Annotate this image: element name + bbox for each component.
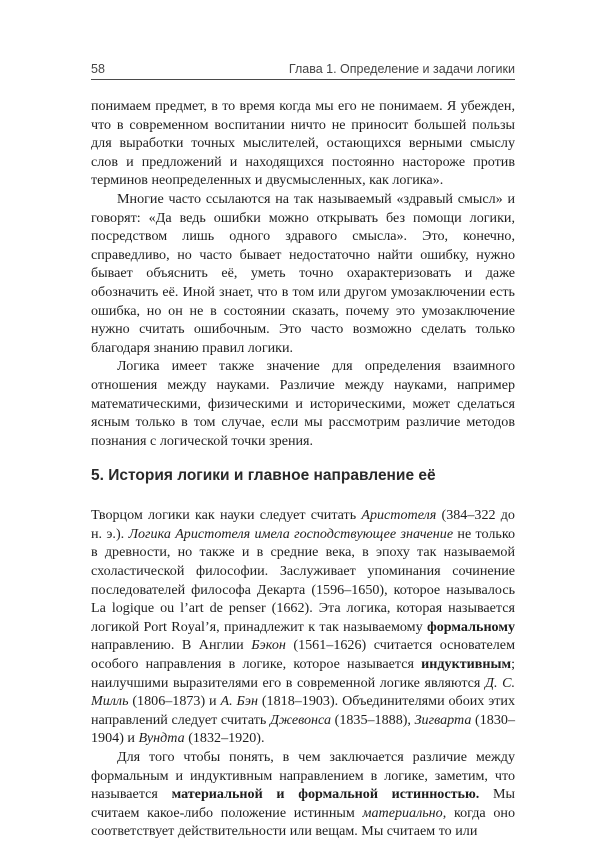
page-body <box>91 97 515 841</box>
chapter-title: Глава 1. Определение и задачи логики <box>288 62 515 76</box>
section-heading: 5. История логики и главное направление её <box>91 467 436 485</box>
bold-term: материальной и формальной истинностью. <box>171 786 480 803</box>
emphasis-name: Вундта <box>138 730 185 747</box>
paragraph-2: Многие часто ссылаются на так называемый «здравый смысл» и говорят: «Да ведь ошибки можно открывать без помощи логики, посредством лишь одного здравого смысла». Это, конечно, справедливо, но часто бывает недостаточно найти ошибку, нужно бывает объяснить её, уметь точно охарактеризовать и даже обозначить её. Иной знает, что в том или другом умозаключении есть ошибка, но он не в состоянии сказать, почему это умозаключение нужно считать ошибочным. Это часто возможно сделать только благодаря знанию правил логики. <box>91 190 515 356</box>
paragraph-4: Творцом логики как науки следует считать Аристотеля (384–322 до н. э.). Логика Аристотеля имела господствующее значение не только в древности, но также и в средние века, в эпоху так называемой схоластической философии. Заслуживает упоминания сочинение последователей философа Декарта (1596–1650), которое называлось La logique ou l’art de penser (1662). Эта логика, которая называется логикой Port Royal’я, принадлежит к так называемому формальному направлению. В Англии Бэкон (1561–1626) считается основателем особого направления в логике, которое называется индуктивным; наилучшими выразителями его в современной логике являются Д. С. Милль (1806–1873) и А. Бэн (1818–1903). Объединителями обоих этих направлений следует считать Джевонса (1835–1888), Зигварта (1830–1904) и Вундта (1832–1920). <box>91 507 516 747</box>
emphasis-name: Аристотеля <box>361 507 437 524</box>
page-number: 58 <box>91 62 105 76</box>
emphasis-name: Д. С. Милль <box>91 674 515 710</box>
emphasis-name: А. Бэн <box>220 693 258 710</box>
running-header <box>91 58 515 78</box>
bold-term: индуктивным <box>421 656 512 673</box>
emphasis-name: Джевонса <box>269 711 331 728</box>
paragraph-1: понимаем предмет, в то время когда мы его не понимаем. Я убежден, что в современном воспитании ничто не приносит большей пользы для выработки точных мыслителей, остающихся верными смыслу слов и предложений и находящихся постоянно настороже против терминов неопределенных и двусмысленных, как логика». <box>91 98 515 189</box>
paragraph-5: Для того чтобы понять, в чем заключается различие между формальным и индуктивным направлением в логике, заметим, что называется материальной и формальной истинностью. Мы считаем какое-либо положение истинным материально, когда оно соответствует действительности или вещам. Мы считаем то или <box>91 749 515 840</box>
emphasis-word: материально <box>362 804 443 821</box>
emphasis-name: Бэкон <box>251 637 286 654</box>
header-rule <box>91 79 515 80</box>
bold-term: формальному <box>426 618 515 635</box>
paragraph-3: Логика имеет также значение для определения взаимного отношения между науками. Различие между науками, например математическими, физическими и историческими, может сделаться ясным только в том случае, если мы рассмотрим различие методов познания с логической точки зрения. <box>91 358 515 449</box>
emphasis-name: Зигварта <box>414 711 472 728</box>
emphasis-phrase: Логика Аристотеля имела господствующее значение <box>128 525 454 542</box>
